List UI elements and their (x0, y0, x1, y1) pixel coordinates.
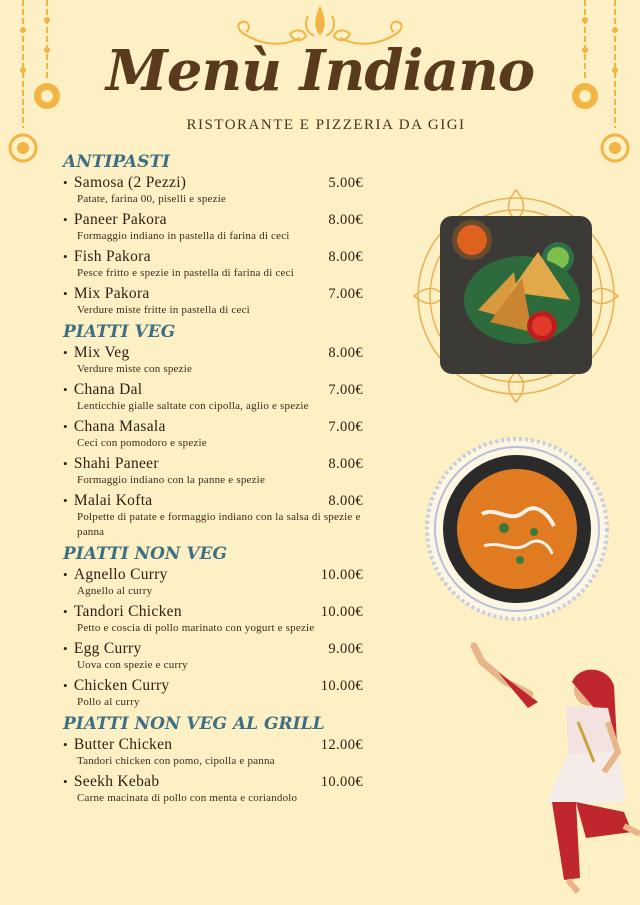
menu-item (63, 736, 363, 769)
item-name: • Mix Veg (63, 344, 130, 362)
item-price: 7.00€ (328, 419, 363, 435)
item-price: 8.00€ (328, 249, 363, 265)
item-name: • Paneer Pakora (63, 211, 167, 229)
item-description: Formaggio indiano in pastella di farina di ceci (77, 230, 290, 242)
item-description: Pollo al curry (77, 696, 140, 708)
item-name: • Mix Pakora (63, 285, 150, 303)
item-price: 7.00€ (328, 382, 363, 398)
item-description: Agnello al curry (77, 585, 153, 597)
menu-item (63, 603, 363, 636)
section-title: ANTIPASTI (63, 152, 170, 172)
item-name: • Seekh Kebab (63, 773, 159, 791)
menu-section (63, 322, 363, 540)
item-name: • Shahi Paneer (63, 455, 159, 473)
item-description: Verdure miste fritte in pastella di ceci (77, 304, 250, 316)
menu-item (63, 492, 363, 540)
item-description: Formaggio indiano con la panne e spezie (77, 474, 266, 486)
item-description: Ceci con pomodoro e spezie (77, 437, 207, 449)
section-title: PIATTI NON VEG AL GRILL (63, 714, 325, 734)
menu-item (63, 566, 363, 599)
item-name: • Fish Pakora (63, 248, 151, 266)
item-price: 12.00€ (320, 737, 363, 753)
menu-item (63, 285, 363, 318)
item-name: • Egg Curry (63, 640, 142, 658)
section-title: PIATTI VEG (63, 322, 176, 342)
item-description: Patate, farina 00, piselli e spezie (77, 193, 227, 205)
item-price: 9.00€ (328, 641, 363, 657)
item-price: 7.00€ (328, 286, 363, 302)
item-description: Uova con spezie e curry (77, 659, 188, 671)
menu-list (63, 148, 363, 810)
section-title: PIATTI NON VEG (63, 544, 228, 564)
menu-item (63, 344, 363, 377)
menu-item (63, 248, 363, 281)
item-name: • Tandori Chicken (63, 603, 182, 621)
item-name: • Chicken Curry (63, 677, 169, 695)
item-name: • Chana Masala (63, 418, 166, 436)
item-name: • Malai Kofta (63, 492, 152, 510)
item-price: 10.00€ (320, 774, 363, 790)
menu-item (63, 418, 363, 451)
item-name: • Chana Dal (63, 381, 142, 399)
item-description: Verdure miste con spezie (77, 363, 193, 375)
item-price: 8.00€ (328, 212, 363, 228)
item-price: 10.00€ (320, 567, 363, 583)
item-description: Polpette di patate e formaggio indiano con la salsa di spezie e panna (77, 511, 361, 538)
item-price: 10.00€ (320, 604, 363, 620)
menu-section (63, 544, 363, 710)
menu-item (63, 455, 363, 488)
menu-item (63, 640, 363, 673)
dancer-illustration (468, 642, 640, 905)
item-price: 8.00€ (328, 456, 363, 472)
menu-section (63, 714, 363, 806)
item-description: Lenticchie gialle saltate con cipolla, aglio e spezie (77, 400, 309, 412)
menu-item (63, 211, 363, 244)
menu-item (63, 174, 363, 207)
menu-section (63, 152, 363, 318)
menu-item (63, 381, 363, 414)
item-price: 10.00€ (320, 678, 363, 694)
page-title: Menù Indiano (105, 38, 535, 104)
item-price: 8.00€ (328, 493, 363, 509)
item-description: Petto e coscia di pollo marinato con yogurt e spezie (77, 622, 315, 634)
item-description: Carne macinata di pollo con menta e coriandolo (77, 792, 298, 804)
item-price: 8.00€ (328, 345, 363, 361)
curry-bowl-icon (424, 436, 610, 622)
samosa-plate-icon (410, 182, 622, 410)
menu-item (63, 773, 363, 806)
item-description: Pesce fritto e spezie in pastella di farina di ceci (77, 267, 294, 279)
item-name: • Butter Chicken (63, 736, 172, 754)
restaurant-subtitle: RISTORANTE E PIZZERIA DA GIGI (186, 117, 466, 133)
item-description: Tandori chicken con pomo, cipolla e panna (77, 755, 275, 767)
menu-item (63, 677, 363, 710)
item-name: • Samosa (2 Pezzi) (63, 174, 186, 192)
item-name: • Agnello Curry (63, 566, 168, 584)
item-price: 5.00€ (328, 175, 363, 191)
